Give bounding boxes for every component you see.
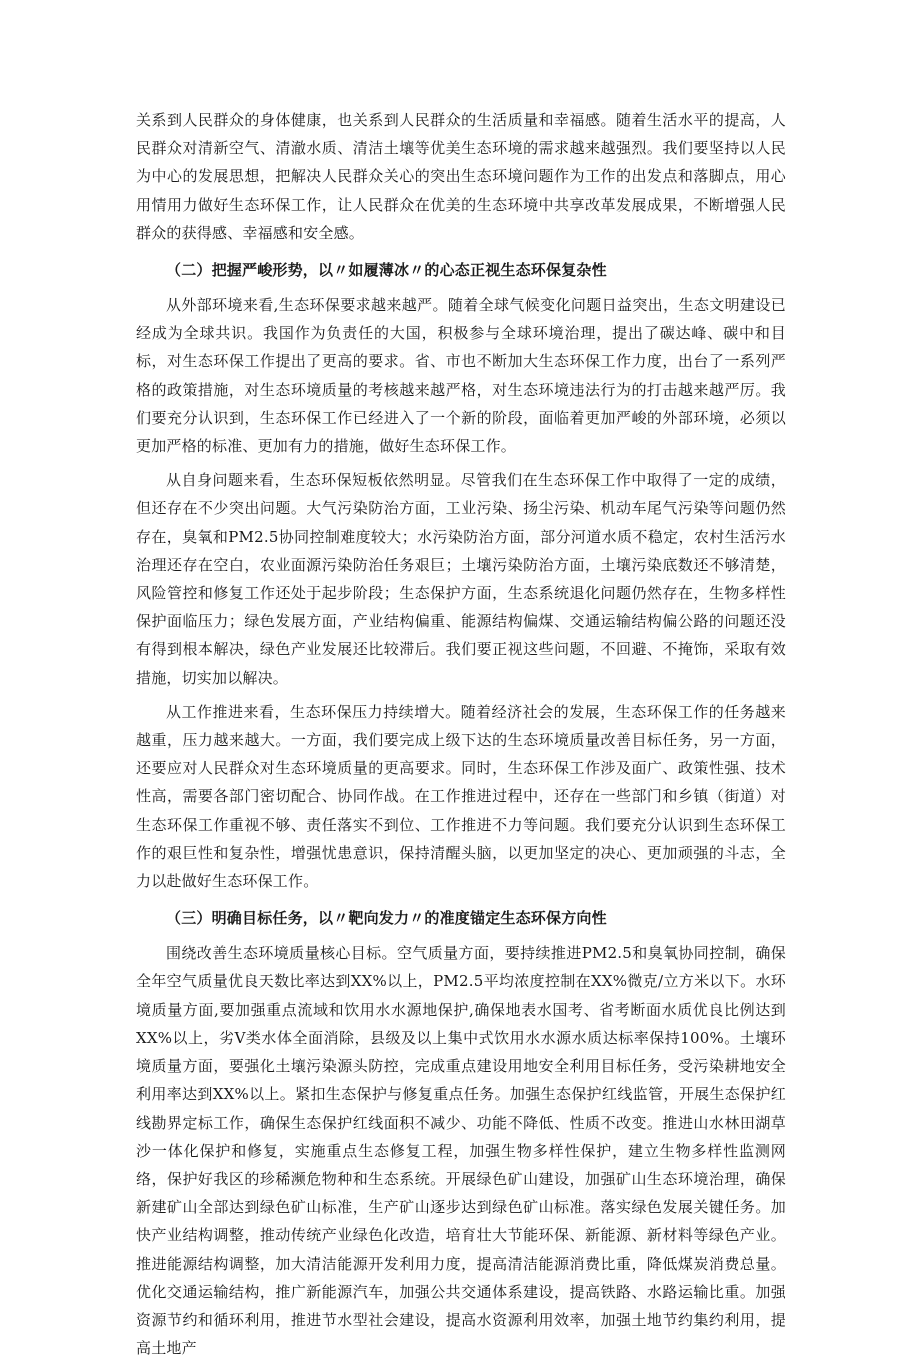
section-2-paragraph-1: 从外部环境来看,生态环保要求越来越严。随着全球气候变化问题日益突出，生态文明建设已经成为全球共识。我国作为负责任的大国，积极参与全球环境治理，提出了碳达峰、碳中和目标，对生态环保工作提出了更高的要求。省、市也不断加大生态环保工作力度，出台了一系列严格的政策措施，对生态环境质量的考核越来越严格，对生态环境违法行为的打击越来越严厉。我们要充分认识到，生态环保工作已经进入了一个新的阶段，面临着更加严峻的外部环境，必须以更加严格的标准、更加有力的措施，做好生态环保工作。 (136, 296, 786, 456)
section-2-paragraph-3: 从工作推进来看，生态环保压力持续增大。随着经济社会的发展，生态环保工作的任务越来越重，压力越来越大。一方面，我们要完成上级下达的生态环境质量改善目标任务，另一方面，还要应对人民群众对生态环境质量的更高要求。同时，生态环保工作涉及面广、政策性强、技术性高，需要各部门密切配合、协同作战。在工作推进过程中，还存在一些部门和乡镇（街道）对生态环保工作重视不够、责任落实不到位、工作推进不力等问题。我们要充分认识到生态环保工作的艰巨性和复杂性，增强忧患意识，保持清醒头脑，以更加坚定的决心、更加顽强的斗志，全力以赴做好生态环保工作。 (136, 702, 786, 891)
section-2-paragraph-2: 从自身问题来看，生态环保短板依然明显。尽管我们在生态环保工作中取得了一定的成绩，但还存在不少突出问题。大气污染防治方面，工业污染、扬尘污染、机动车尾气污染等问题仍然存在，臭氧和PM2.5协同控制难度较大；水污染防治方面，部分河道水质不稳定，农村生活污水治理还存在空白，农业面源污染防治任务艰巨；土壤污染防治方面，土壤污染底数还不够清楚，风险管控和修复工作还处于起步阶段；生态保护方面，生态系统退化问题仍然存在，生物多样性保护面临压力；绿色发展方面，产业结构偏重、能源结构偏煤、交通运输结构偏公路的问题还没有得到根本解决，绿色产业发展还比较滞后。我们要正视这些问题，不回避、不掩饰，采取有效措施，切实加以解决。 (136, 471, 786, 687)
document-page (136, 106, 786, 1362)
section-3-paragraph-1: 围绕改善生态环境质量核心目标。空气质量方面，要持续推进PM2.5和臭氧协同控制，确保全年空气质量优良天数比率达到XX%以上，PM2.5平均浓度控制在XX%微克/立方米以下。水环境质量方面,要加强重点流域和饮用水水源地保护,确保地表水国考、省考断面水质优良比例达到XX%以上，劣V类水体全面消除，县级及以上集中式饮用水水源水质达标率保持100%。土壤环境质量方面，要强化土壤污染源头防控，完成重点建设用地安全利用目标任务，受污染耕地安全利用率达到XX%以上。紧扣生态保护与修复重点任务。加强生态保护红线监管，开展生态保护红线勘界定标工作，确保生态保护红线面积不减少、功能不降低、性质不改变。推进山水林田湖草沙一体化保护和修复，实施重点生态修复工程，加强生物多样性保护，建立生物多样性监测网络，保护好我区的珍稀濒危物种和生态系统。开展绿色矿山建设，加强矿山生态环境治理，确保新建矿山全部达到绿色矿山标准，生产矿山逐步达到绿色矿山标准。落实绿色发展关键任务。加快产业结构调整，推动传统产业绿色化改造，培育壮大节能环保、新能源、新材料等绿色产业。推进能源结构调整，加大清洁能源开发利用力度，提高清洁能源消费比重，降低煤炭消费总量。优化交通运输结构，推广新能源汽车，加强公共交通体系建设，提高铁路、水路运输比重。加强资源节约和循环利用，推进节水型社会建设，提高水资源利用效率，加强土地节约集约利用，提高土地产 (136, 944, 786, 1358)
section-2-heading: （二）把握严峻形势，以〃如履薄冰〃的心态正视生态环保复杂性 (166, 261, 607, 280)
opening-paragraph: 关系到人民群众的身体健康，也关系到人民群众的生活质量和幸福感。随着生活水平的提高，人民群众对清新空气、清澈水质、清洁土壤等优美生态环境的需求越来越强烈。我们要坚持以人民为中心的发展思想，把解决人民群众关心的突出生态环境问题作为工作的出发点和落脚点，用心用情用力做好生态环保工作，让人民群众在优美的生态环境中共享改革发展成果，不断增强人民群众的获得感、幸福感和安全感。 (136, 111, 786, 242)
section-3-heading: （三）明确目标任务，以〃靶向发力〃的准度锚定生态环保方向性 (166, 909, 607, 928)
